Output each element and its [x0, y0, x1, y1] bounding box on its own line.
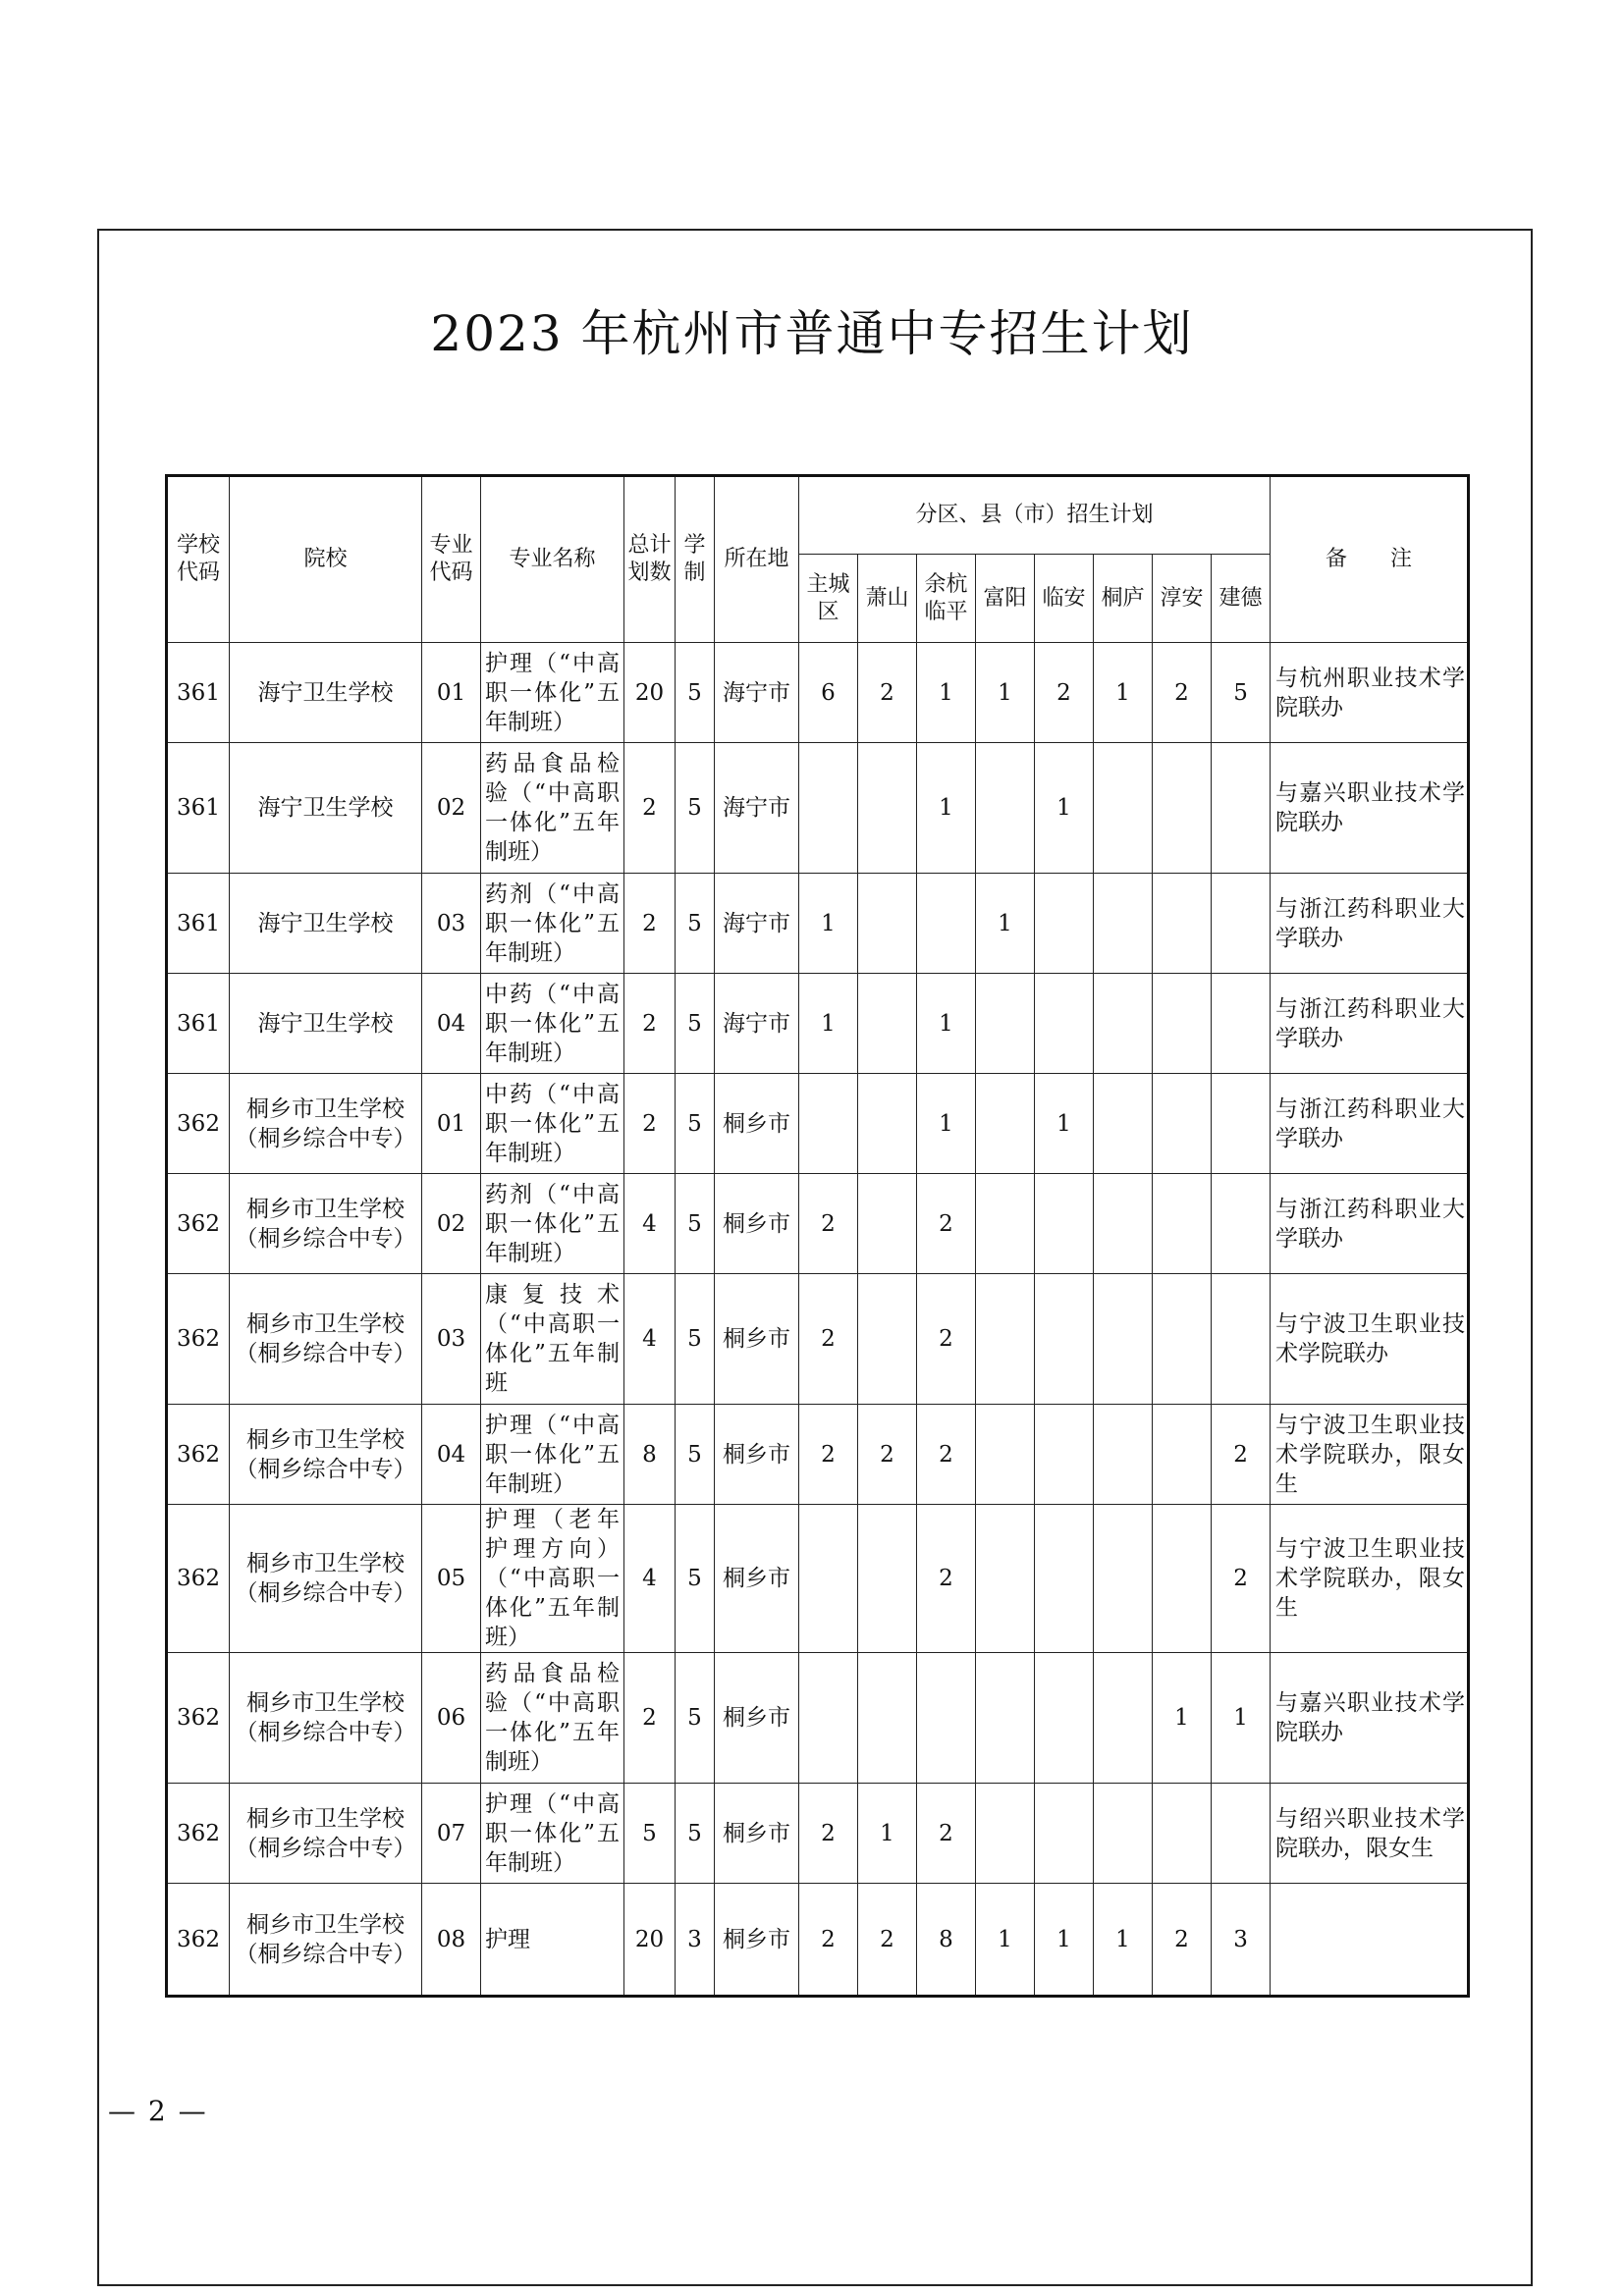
header-total: 总计划数 — [624, 476, 676, 643]
table-row — [167, 1174, 1469, 1274]
cell-district-quota: 2 — [799, 1884, 858, 1997]
cell-note: 与浙江药科职业大学联办 — [1271, 874, 1469, 974]
cell-major-code: 04 — [422, 974, 481, 1074]
cell-location: 桐乡市 — [715, 1653, 799, 1784]
cell-school: 桐乡市卫生学校（桐乡综合中专） — [230, 1505, 422, 1653]
cell-district-quota — [917, 874, 976, 974]
table-row — [167, 974, 1469, 1074]
table-row — [167, 1653, 1469, 1784]
cell-district-quota — [1094, 874, 1153, 974]
cell-note: 与宁波卫生职业技术学院联办，限女生 — [1271, 1405, 1469, 1505]
cell-district-quota: 2 — [1212, 1505, 1271, 1653]
cell-district-quota — [1035, 1784, 1094, 1884]
cell-school: 桐乡市卫生学校（桐乡综合中专） — [230, 1884, 422, 1997]
cell-total: 2 — [624, 1653, 676, 1784]
cell-total: 5 — [624, 1784, 676, 1884]
cell-location: 桐乡市 — [715, 1074, 799, 1174]
cell-district-quota — [976, 1174, 1035, 1274]
cell-major-name: 中药（“中高职一体化”五年制班） — [481, 974, 624, 1074]
cell-district-quota — [1153, 874, 1212, 974]
cell-school: 海宁卫生学校 — [230, 743, 422, 874]
cell-district-quota: 2 — [858, 643, 917, 743]
cell-major-code: 08 — [422, 1884, 481, 1997]
cell-major-code: 01 — [422, 1074, 481, 1174]
cell-note: 与绍兴职业技术学院联办，限女生 — [1271, 1784, 1469, 1884]
table-row — [167, 1074, 1469, 1174]
cell-years: 5 — [676, 874, 715, 974]
cell-district-quota: 5 — [1212, 643, 1271, 743]
cell-district-quota — [1094, 1405, 1153, 1505]
cell-district-quota — [1094, 1174, 1153, 1274]
cell-district-quota — [1153, 1274, 1212, 1405]
cell-district-quota — [976, 974, 1035, 1074]
cell-district-quota: 2 — [799, 1274, 858, 1405]
table-row — [167, 1274, 1469, 1405]
cell-district-quota: 1 — [1035, 743, 1094, 874]
cell-district-quota — [1035, 1174, 1094, 1274]
cell-district-quota — [858, 1074, 917, 1174]
cell-district-quota: 6 — [799, 643, 858, 743]
cell-total: 2 — [624, 874, 676, 974]
header-district: 建德 — [1212, 555, 1271, 643]
cell-school: 桐乡市卫生学校（桐乡综合中专） — [230, 1074, 422, 1174]
cell-school-code: 362 — [167, 1174, 230, 1274]
cell-school-code: 362 — [167, 1653, 230, 1784]
cell-district-quota — [1212, 874, 1271, 974]
cell-major-code: 05 — [422, 1505, 481, 1653]
cell-district-quota — [1153, 974, 1212, 1074]
cell-district-quota — [976, 1653, 1035, 1784]
cell-major-code: 07 — [422, 1784, 481, 1884]
cell-school-code: 362 — [167, 1074, 230, 1174]
cell-years: 5 — [676, 1505, 715, 1653]
cell-district-quota — [976, 1405, 1035, 1505]
cell-district-quota — [1153, 1174, 1212, 1274]
page-title: 2023 年杭州市普通中专招生计划 — [430, 305, 1194, 362]
cell-district-quota — [1035, 1505, 1094, 1653]
header-district: 余杭临平 — [917, 555, 976, 643]
cell-school-code: 361 — [167, 874, 230, 974]
cell-school-code: 362 — [167, 1405, 230, 1505]
cell-district-quota — [1153, 1074, 1212, 1174]
cell-note: 与浙江药科职业大学联办 — [1271, 1074, 1469, 1174]
cell-district-quota — [976, 1074, 1035, 1174]
header-district: 淳安 — [1153, 555, 1212, 643]
cell-district-quota — [1094, 974, 1153, 1074]
cell-district-quota — [858, 1653, 917, 1784]
header-district: 萧山 — [858, 555, 917, 643]
cell-district-quota: 2 — [917, 1174, 976, 1274]
cell-district-quota — [1094, 743, 1153, 874]
cell-total: 2 — [624, 974, 676, 1074]
cell-years: 5 — [676, 1074, 715, 1174]
cell-district-quota: 2 — [858, 1405, 917, 1505]
cell-years: 5 — [676, 1405, 715, 1505]
cell-district-quota — [1212, 1074, 1271, 1174]
cell-major-name: 护理（老年护理方向）（“中高职一体化”五年制班） — [481, 1505, 624, 1653]
cell-district-quota — [1094, 1653, 1153, 1784]
cell-location: 桐乡市 — [715, 1405, 799, 1505]
cell-school-code: 362 — [167, 1274, 230, 1405]
cell-total: 2 — [624, 743, 676, 874]
table-row — [167, 643, 1469, 743]
cell-location: 桐乡市 — [715, 1274, 799, 1405]
cell-district-quota: 2 — [1153, 1884, 1212, 1997]
cell-note: 与浙江药科职业大学联办 — [1271, 1174, 1469, 1274]
cell-major-name: 护理（“中高职一体化”五年制班） — [481, 643, 624, 743]
cell-location: 海宁市 — [715, 743, 799, 874]
cell-location: 海宁市 — [715, 643, 799, 743]
cell-school-code: 362 — [167, 1505, 230, 1653]
cell-district-quota — [1094, 1784, 1153, 1884]
cell-location: 海宁市 — [715, 874, 799, 974]
cell-district-quota: 2 — [799, 1174, 858, 1274]
cell-note: 与嘉兴职业技术学院联办 — [1271, 743, 1469, 874]
cell-district-quota — [1153, 1405, 1212, 1505]
header-years: 学制 — [676, 476, 715, 643]
cell-total: 20 — [624, 1884, 676, 1997]
cell-district-quota — [1212, 743, 1271, 874]
cell-location: 桐乡市 — [715, 1884, 799, 1997]
cell-years: 5 — [676, 1274, 715, 1405]
cell-district-quota: 2 — [1035, 643, 1094, 743]
cell-district-quota — [1153, 1505, 1212, 1653]
table-row — [167, 1884, 1469, 1997]
enrollment-plan-table — [165, 474, 1470, 1998]
cell-years: 5 — [676, 1174, 715, 1274]
cell-school-code: 362 — [167, 1784, 230, 1884]
cell-major-name: 护理（“中高职一体化”五年制班） — [481, 1784, 624, 1884]
cell-major-code: 04 — [422, 1405, 481, 1505]
header-major-code: 专业代码 — [422, 476, 481, 643]
header-location: 所在地 — [715, 476, 799, 643]
table-row — [167, 1505, 1469, 1653]
cell-district-quota — [976, 1784, 1035, 1884]
cell-major-code: 02 — [422, 1174, 481, 1274]
cell-district-quota: 2 — [1153, 643, 1212, 743]
cell-district-quota: 2 — [858, 1884, 917, 1997]
cell-district-quota — [1153, 1784, 1212, 1884]
cell-district-quota: 1 — [1094, 1884, 1153, 1997]
cell-note — [1271, 1884, 1469, 1997]
cell-school: 桐乡市卫生学校（桐乡综合中专） — [230, 1274, 422, 1405]
cell-district-quota — [976, 1274, 1035, 1405]
header-school: 院校 — [230, 476, 422, 643]
cell-location: 桐乡市 — [715, 1174, 799, 1274]
cell-district-quota — [858, 974, 917, 1074]
cell-district-quota — [1212, 1174, 1271, 1274]
cell-major-code: 02 — [422, 743, 481, 874]
cell-district-quota — [1094, 1505, 1153, 1653]
cell-district-quota: 1 — [1035, 1884, 1094, 1997]
cell-note: 与宁波卫生职业技术学院联办，限女生 — [1271, 1505, 1469, 1653]
cell-district-quota: 1 — [1094, 643, 1153, 743]
cell-district-quota — [1035, 1653, 1094, 1784]
cell-district-quota: 1 — [917, 974, 976, 1074]
cell-total: 2 — [624, 1074, 676, 1174]
cell-major-name: 护理（“中高职一体化”五年制班） — [481, 1405, 624, 1505]
table-row — [167, 1784, 1469, 1884]
cell-district-quota: 2 — [799, 1784, 858, 1884]
cell-district-quota — [1094, 1074, 1153, 1174]
cell-major-name: 中药（“中高职一体化”五年制班） — [481, 1074, 624, 1174]
cell-note: 与浙江药科职业大学联办 — [1271, 974, 1469, 1074]
cell-school: 海宁卫生学校 — [230, 974, 422, 1074]
cell-school: 桐乡市卫生学校（桐乡综合中专） — [230, 1405, 422, 1505]
cell-district-quota — [1212, 974, 1271, 1074]
cell-school: 桐乡市卫生学校（桐乡综合中专） — [230, 1784, 422, 1884]
table-row — [167, 874, 1469, 974]
cell-school-code: 361 — [167, 974, 230, 1074]
cell-district-quota — [1212, 1274, 1271, 1405]
cell-district-quota — [858, 874, 917, 974]
cell-district-quota — [858, 743, 917, 874]
cell-major-name: 药剂（“中高职一体化”五年制班） — [481, 874, 624, 974]
cell-district-quota — [1035, 1274, 1094, 1405]
cell-district-quota: 2 — [799, 1405, 858, 1505]
cell-district-quota: 2 — [917, 1405, 976, 1505]
cell-district-quota: 1 — [917, 643, 976, 743]
cell-district-quota: 1 — [917, 1074, 976, 1174]
cell-district-quota: 1 — [1153, 1653, 1212, 1784]
cell-school-code: 362 — [167, 1884, 230, 1997]
cell-district-quota — [799, 743, 858, 874]
cell-school: 海宁卫生学校 — [230, 643, 422, 743]
cell-school: 桐乡市卫生学校（桐乡综合中专） — [230, 1653, 422, 1784]
cell-district-quota — [976, 743, 1035, 874]
cell-years: 5 — [676, 643, 715, 743]
cell-district-quota: 1 — [917, 743, 976, 874]
cell-district-quota: 1 — [799, 874, 858, 974]
cell-district-quota — [1212, 1784, 1271, 1884]
cell-major-code: 06 — [422, 1653, 481, 1784]
cell-total: 4 — [624, 1274, 676, 1405]
cell-major-name: 药品食品检验（“中高职一体化”五年制班） — [481, 1653, 624, 1784]
header-district: 桐庐 — [1094, 555, 1153, 643]
cell-note: 与嘉兴职业技术学院联办 — [1271, 1653, 1469, 1784]
cell-district-quota: 1 — [976, 874, 1035, 974]
header-district: 主城区 — [799, 555, 858, 643]
cell-total: 4 — [624, 1505, 676, 1653]
cell-district-quota: 1 — [858, 1784, 917, 1884]
cell-years: 5 — [676, 743, 715, 874]
cell-district-quota: 2 — [1212, 1405, 1271, 1505]
cell-district-quota: 8 — [917, 1884, 976, 1997]
cell-major-code: 01 — [422, 643, 481, 743]
cell-district-quota — [1153, 743, 1212, 874]
cell-years: 5 — [676, 1653, 715, 1784]
cell-years: 5 — [676, 1784, 715, 1884]
header-note: 备 注 — [1271, 476, 1469, 643]
header-district-group: 分区、县（市）招生计划 — [799, 476, 1271, 555]
header-school-code: 学校代码 — [167, 476, 230, 643]
header-district: 富阳 — [976, 555, 1035, 643]
cell-district-quota: 1 — [1035, 1074, 1094, 1174]
cell-district-quota — [1035, 874, 1094, 974]
cell-total: 4 — [624, 1174, 676, 1274]
cell-district-quota — [858, 1174, 917, 1274]
cell-school: 海宁卫生学校 — [230, 874, 422, 974]
cell-district-quota: 1 — [976, 1884, 1035, 1997]
cell-location: 海宁市 — [715, 974, 799, 1074]
cell-school-code: 361 — [167, 643, 230, 743]
cell-location: 桐乡市 — [715, 1505, 799, 1653]
cell-district-quota: 1 — [799, 974, 858, 1074]
cell-district-quota — [799, 1653, 858, 1784]
cell-district-quota: 1 — [976, 643, 1035, 743]
header-district: 临安 — [1035, 555, 1094, 643]
cell-note: 与宁波卫生职业技术学院联办 — [1271, 1274, 1469, 1405]
header-major-name: 专业名称 — [481, 476, 624, 643]
table-row — [167, 1405, 1469, 1505]
cell-major-code: 03 — [422, 874, 481, 974]
cell-school-code: 361 — [167, 743, 230, 874]
cell-district-quota — [1094, 1274, 1153, 1405]
cell-district-quota: 3 — [1212, 1884, 1271, 1997]
page-number: — 2 — — [108, 2095, 208, 2127]
cell-district-quota — [1035, 1405, 1094, 1505]
cell-major-name: 康复技术（“中高职一体化”五年制班 — [481, 1274, 624, 1405]
cell-school: 桐乡市卫生学校（桐乡综合中专） — [230, 1174, 422, 1274]
cell-district-quota — [799, 1505, 858, 1653]
cell-district-quota: 2 — [917, 1274, 976, 1405]
cell-district-quota: 2 — [917, 1505, 976, 1653]
cell-district-quota — [917, 1653, 976, 1784]
cell-district-quota — [976, 1505, 1035, 1653]
cell-years: 3 — [676, 1884, 715, 1997]
cell-district-quota — [1035, 974, 1094, 1074]
cell-major-name: 药剂（“中高职一体化”五年制班） — [481, 1174, 624, 1274]
cell-major-name: 药品食品检验（“中高职一体化”五年制班） — [481, 743, 624, 874]
cell-major-code: 03 — [422, 1274, 481, 1405]
cell-district-quota — [858, 1505, 917, 1653]
cell-total: 20 — [624, 643, 676, 743]
table-row — [167, 743, 1469, 874]
cell-note: 与杭州职业技术学院联办 — [1271, 643, 1469, 743]
cell-location: 桐乡市 — [715, 1784, 799, 1884]
cell-district-quota — [858, 1274, 917, 1405]
cell-district-quota: 2 — [917, 1784, 976, 1884]
cell-district-quota: 1 — [1212, 1653, 1271, 1784]
cell-years: 5 — [676, 974, 715, 1074]
cell-major-name: 护理 — [481, 1884, 624, 1997]
cell-district-quota — [799, 1074, 858, 1174]
cell-total: 8 — [624, 1405, 676, 1505]
